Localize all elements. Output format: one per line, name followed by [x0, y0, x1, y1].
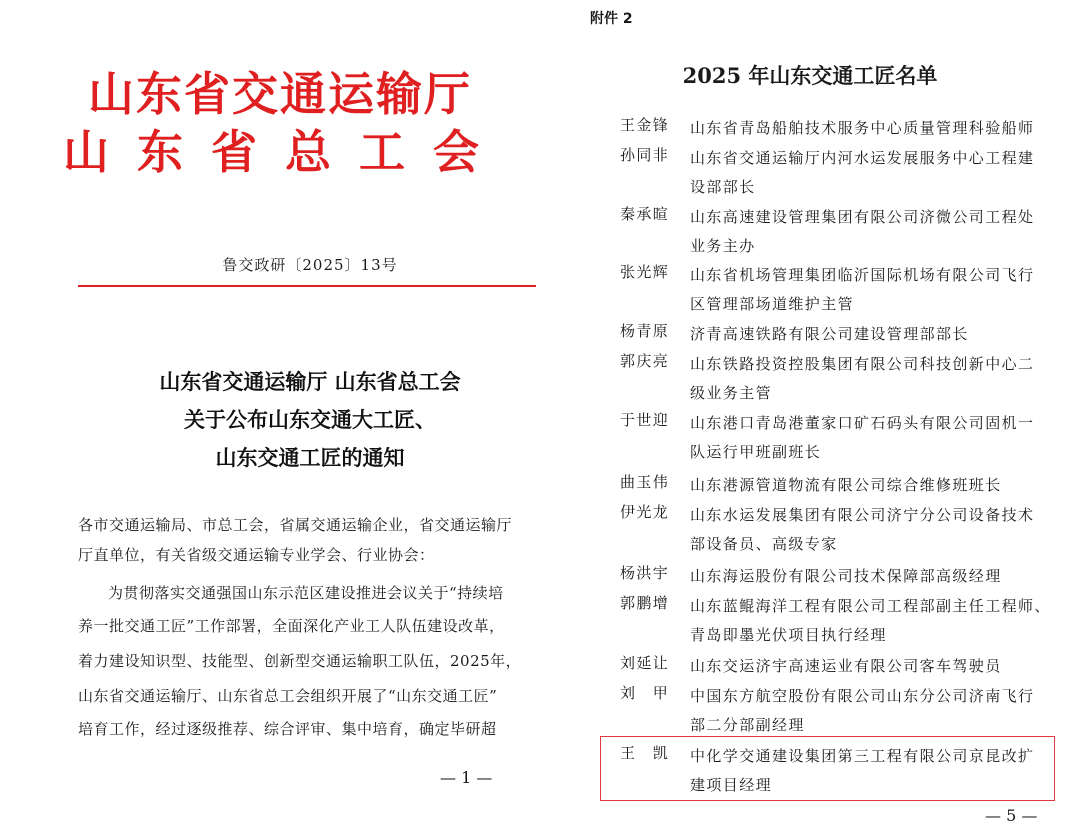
- person-organization: 中化学交通建设集团第三工程有限公司京昆改扩 建项目经理: [690, 747, 1035, 794]
- person-organization: 山东港源管道物流有限公司综合维修班班长: [690, 476, 1002, 494]
- person-organization: 山东省机场管理集团临沂国际机场有限公司飞行 区管理部场道维护主管: [690, 266, 1035, 313]
- person-name: 于世迎: [620, 411, 670, 429]
- red-divider: [78, 285, 536, 287]
- person-organization: 山东铁路投资控股集团有限公司科技创新中心二 级业务主管: [690, 355, 1035, 402]
- person-organization: 山东港口青岛港董家口矿石码头有限公司固机一 队运行甲班副班长: [690, 414, 1035, 461]
- person-organization: 山东海运股份有限公司技术保障部高级经理: [690, 567, 1002, 585]
- person-name: 王 凯: [620, 744, 670, 762]
- person-name: 张光辉: [620, 263, 670, 281]
- person-name: 曲玉伟: [620, 473, 670, 491]
- person-name: 郭庆亮: [620, 352, 670, 370]
- person-name: 郭鹏增: [620, 594, 670, 612]
- person-name: 刘 甲: [620, 684, 670, 702]
- person-organization: 山东水运发展集团有限公司济宁分公司设备技术 部设备员、高级专家: [690, 506, 1035, 553]
- issuer-line-2: 山东省总工会: [63, 125, 507, 179]
- person-organization: 山东省交通运输厅内河水运发展服务中心工程建 设部部长: [690, 149, 1035, 196]
- person-name: 杨洪宇: [620, 564, 670, 582]
- page-number: — 1 —: [440, 768, 493, 787]
- person-organization: 中国东方航空股份有限公司山东分公司济南飞行 部二分部副经理: [690, 687, 1035, 734]
- notice-title-line-3: 山东交通工匠的通知: [215, 445, 405, 470]
- person-name: 刘延让: [620, 654, 670, 672]
- document-number: 鲁交政研〔2025〕13号: [222, 256, 398, 274]
- person-organization: 山东交运济宇高速运业有限公司客车驾驶员: [690, 657, 1002, 675]
- person-name: 孙同非: [620, 146, 670, 164]
- person-organization: 山东省青岛船舶技术服务中心质量管理科验船师: [690, 119, 1035, 137]
- person-name: 伊光龙: [620, 503, 670, 521]
- body-line: 养一批交通工匠”工作部署，全面深化产业工人队伍建设改革，: [78, 617, 505, 635]
- body-line: 培育工作，经过逐级推荐、综合评审、集中培育，确定毕研超: [78, 720, 497, 738]
- person-name: 秦承暄: [620, 205, 670, 223]
- notice-title-line-1: 山东省交通运输厅 山东省总工会: [159, 369, 461, 394]
- list-title: 2025 年山东交通工匠名单: [682, 63, 938, 88]
- person-organization: 山东高速建设管理集团有限公司济微公司工程处 业务主办: [690, 208, 1035, 255]
- body-line: 厅直单位，有关省级交通运输专业学会、行业协会：: [78, 546, 435, 564]
- body-line: 着力建设知识型、技能型、创新型交通运输职工队伍，2025年，: [78, 652, 522, 670]
- page-number: — 5 —: [985, 806, 1038, 825]
- person-name: 王金锋: [620, 116, 670, 134]
- attachment-label: 附件 2: [590, 11, 633, 27]
- body-line: 山东省交通运输厅、山东省总工会组织开展了“山东交通工匠”: [78, 687, 498, 705]
- person-organization: 济青高速铁路有限公司建设管理部部长: [690, 325, 969, 343]
- notice-title-line-2: 关于公布山东交通大工匠、: [184, 407, 436, 432]
- issuer-line-1: 山东省交通运输厅: [88, 67, 472, 121]
- body-line: 各市交通运输局、市总工会，省属交通运输企业，省交通运输厅: [78, 516, 513, 534]
- person-name: 杨青原: [620, 322, 670, 340]
- right-page: [560, 0, 1080, 840]
- person-organization: 山东蓝鲲海洋工程有限公司工程部副主任工程师、 青岛即墨光伏项目执行经理: [690, 597, 1051, 644]
- body-line: 为贯彻落实交通强国山东示范区建设推进会议关于“持续培: [108, 584, 504, 602]
